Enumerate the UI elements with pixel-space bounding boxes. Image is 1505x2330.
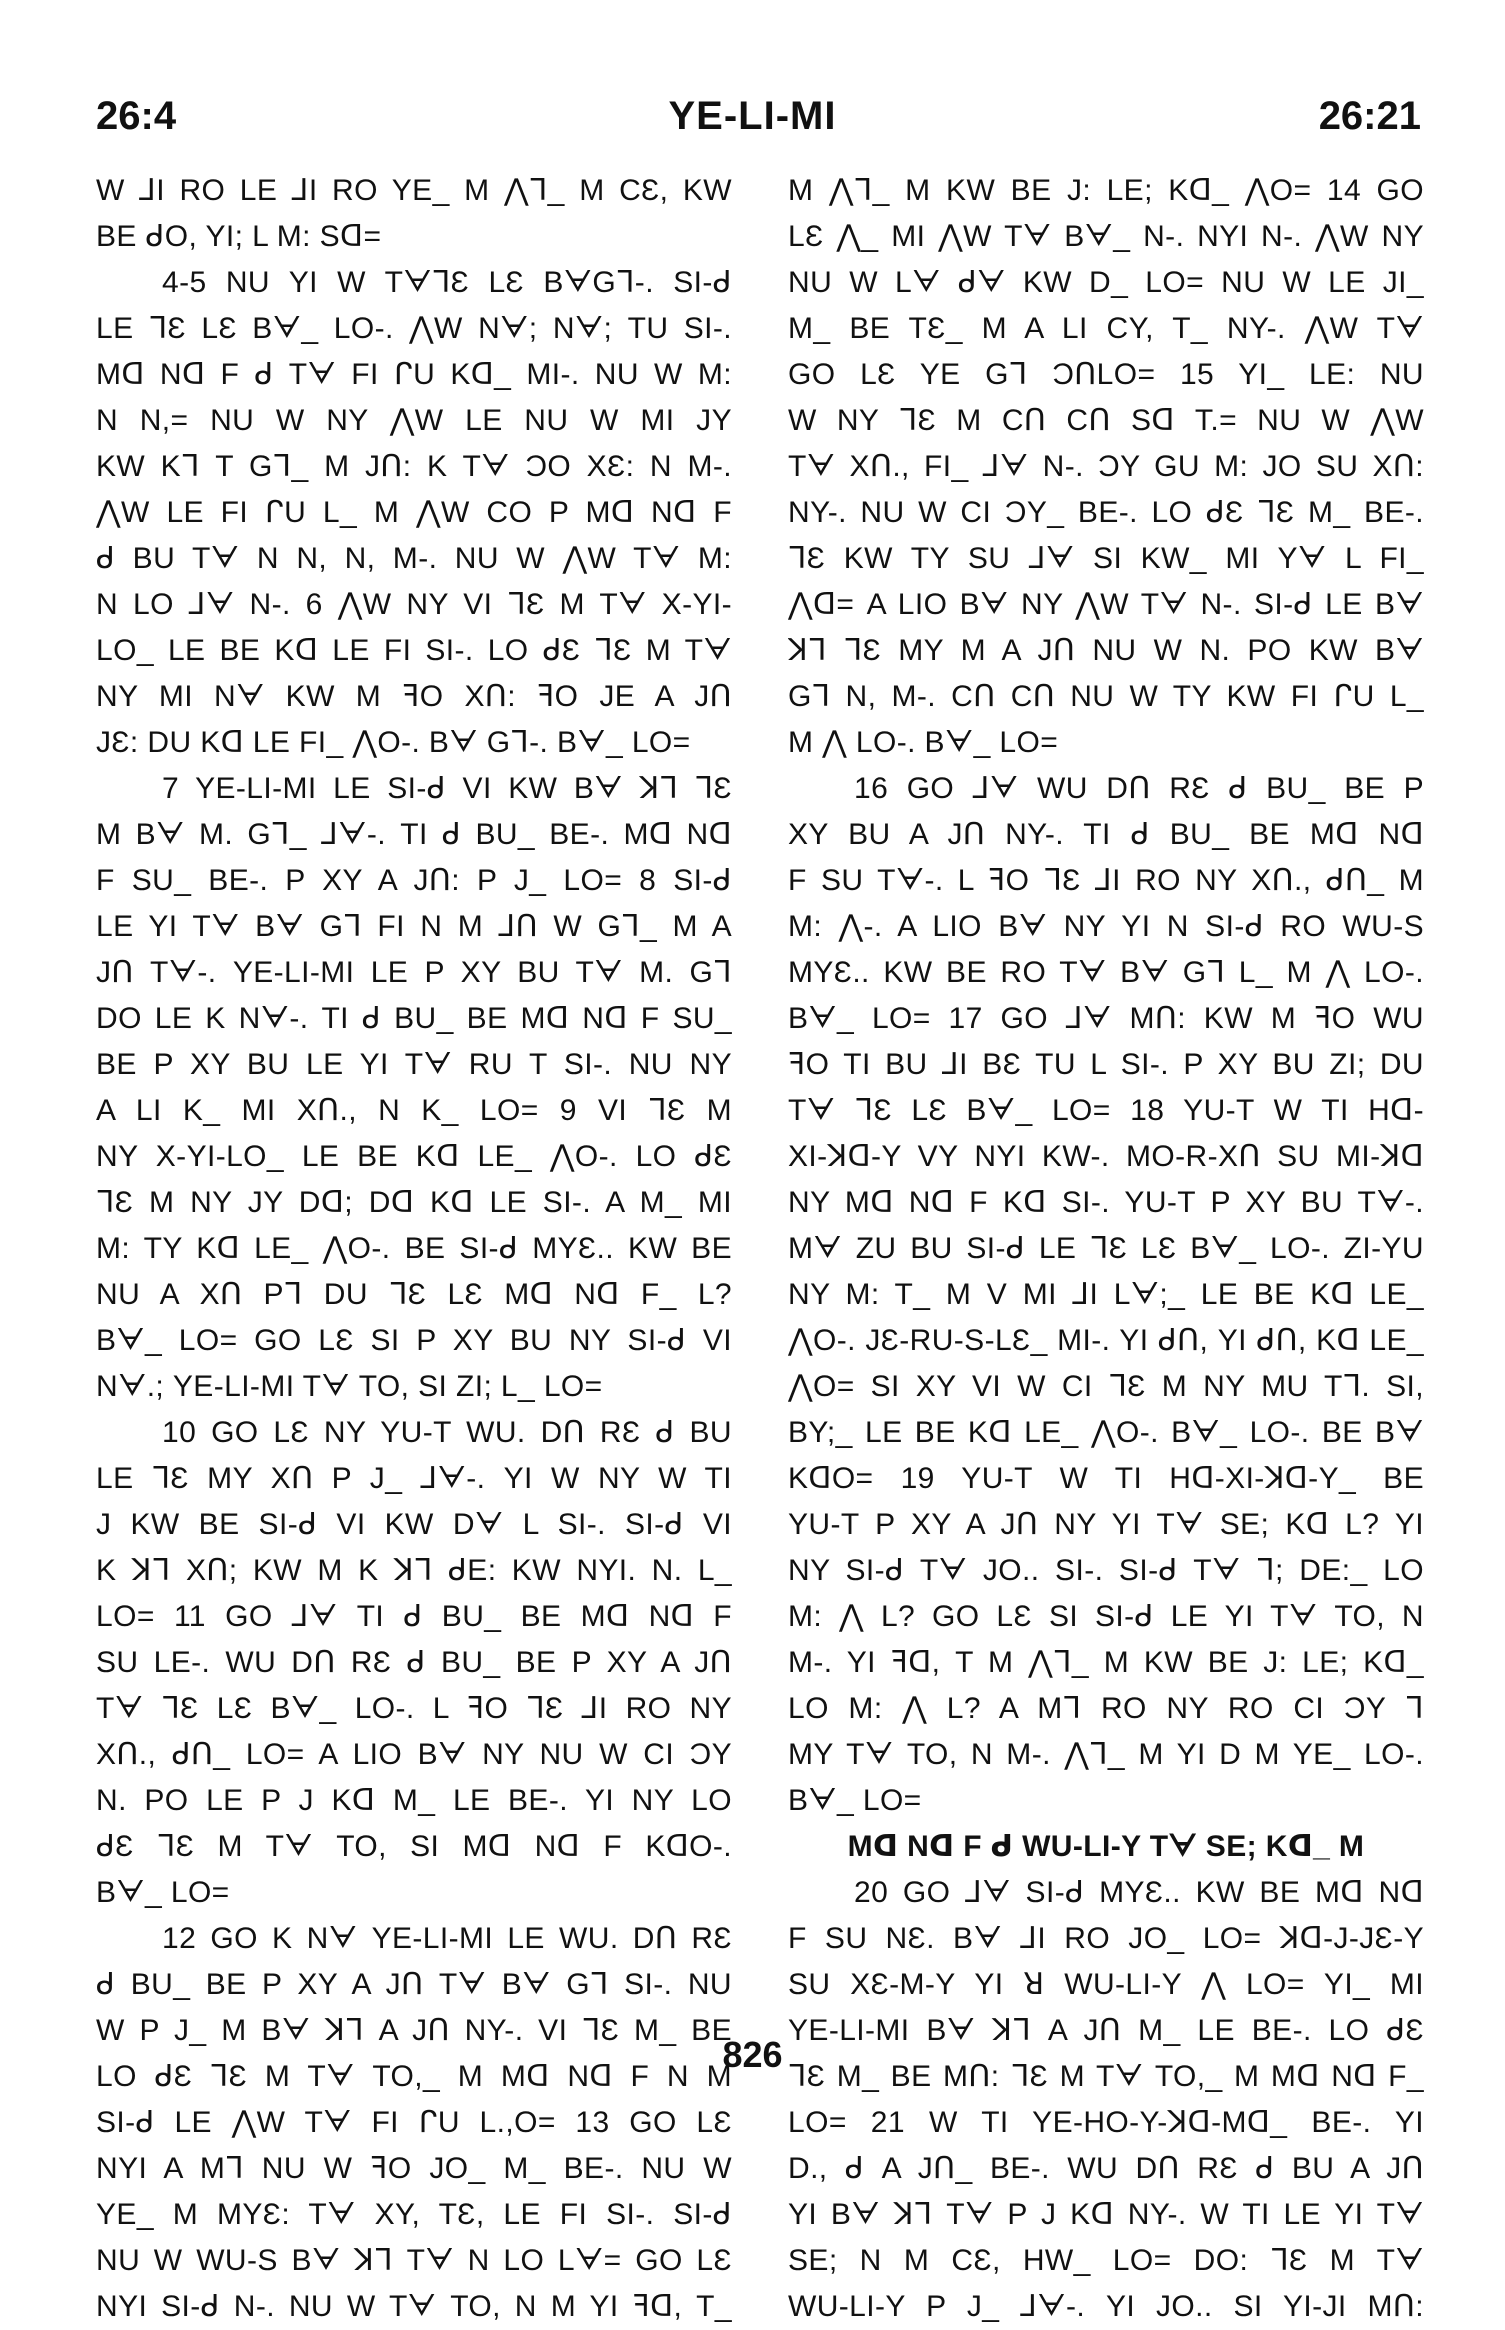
text-line: MYƐ.. KW BE RO Tᗄ Bᗄ Gᒣ L_ M ⋀ LO-. — [788, 956, 1424, 989]
text-line: NY Mᗡ Nᗡ F Kᗡ SI-. YU-T P XY BU Tᗄ-. — [788, 1186, 1424, 1219]
text-line: ⋀ᗡ= A LIO Bᗄ NY ⋀W Tᗄ N-. SI-ᑯ LE Bᗄ — [788, 588, 1424, 621]
text-line: LO M: ⋀ L? A Mᒣ RO NY RO CI ƆY ᒣ — [788, 1692, 1424, 1725]
text-line: NY SI-ᑯ Tᗄ JO.. SI-. SI-ᑯ Tᗄ ᒣ; DE:_ LO — [788, 1554, 1424, 1587]
text-line: Jᑎ Tᗄ-. YE-LI-MI LE P XY BU Tᗄ M. Gᒣ — [96, 956, 732, 989]
text-line: KW Kᒣ T Gᒣ_ M Jᑎ: K Tᗄ ƆO XƐ: N M-. — [96, 450, 732, 483]
text-line: NY-. NU W CI ƆY_ BE-. LO ᑯƐ ᒣƐ M_ BE-. — [788, 496, 1424, 529]
text-line: ᑯ BU_ BE P XY A Jᑎ Tᗄ Bᗄ Gᒣ SI-. NU — [96, 1968, 732, 2001]
text-line: NU A Xᑎ Pᒣ DU ᒣƐ LƐ Mᗡ Nᗡ F_ L? — [96, 1278, 732, 1311]
left-chapter-verse-ref: 26:4 — [96, 94, 177, 138]
text-line: K ꓘᒣ Xᑎ; KW M K ꓘᒣ ᑯE: KW NYI. N. L_ — [96, 1554, 732, 1587]
text-line: NYI A Mᒣ NU W ꟻO JO_ M_ BE-. NU W — [96, 2152, 732, 2185]
text-line: Xᑎ., ᑯᑎ_ LO= A LIO Bᗄ NY NU W CI ƆY — [96, 1738, 732, 1771]
text-line: F SU NƐ. Bᗄ ⅃I RO JO_ LO= ꓘᗡ-J-JƐ-Y — [788, 1922, 1424, 1955]
text-line: YE_ M MYƐ: Tᗄ XY, TƐ, LE FI SI-. SI-ᑯ — [96, 2198, 732, 2231]
text-line: Mᗡ Nᗡ F ᑯ Tᗄ FI ᒋU Kᗡ_ MI-. NU W M: — [96, 358, 732, 391]
text-line: M_ BE TƐ_ M A LI CY, T_ NY-. ⋀W Tᗄ — [788, 312, 1424, 345]
text-line: N. PO LE P J Kᗡ M_ LE BE-. YI NY LO — [96, 1784, 732, 1817]
text-line: Tᗄ Xᑎ., FI_ ⅃ᗄ N-. ƆY GU M: JO SU Xᑎ: — [788, 450, 1424, 483]
text-line: N N,= NU W NY ⋀W LE NU W MI JY — [96, 404, 732, 437]
text-line: M Bᗄ M. Gᒣ_ ⅃ᗄ-. TI ᑯ BU_ BE-. Mᗡ Nᗡ — [96, 818, 732, 851]
text-line: Gᒣ N, M-. Cᑎ Cᑎ NU W TY KW FI ᒋU L_ — [788, 680, 1424, 713]
text-line: M: TY Kᗡ LE_ ⋀O-. BE SI-ᑯ MYƐ.. KW BE — [96, 1232, 732, 1265]
text-line: W NY ᒣƐ M Cᑎ Cᑎ Sᗡ T.= NU W ⋀W — [788, 404, 1424, 437]
text-line: W P J_ M Bᗄ ꓘᒣ A Jᑎ NY-. VI ᒣƐ M_ BE — [96, 2014, 732, 2047]
text-line: 20 GO ⅃ᗄ SI-ᑯ MYƐ.. KW BE Mᗡ Nᗡ — [854, 1876, 1424, 1909]
text-line: ᑯ BU Tᗄ N N, N, M-. NU W ⋀W Tᗄ M: — [96, 542, 732, 575]
text-line: YE-LI-MI Bᗄ ꓘᒣ A Jᑎ M_ LE BE-. LO ᑯƐ — [788, 2014, 1424, 2047]
text-line: GO LƐ YE Gᒣ ƆᑎLO= 15 YI_ LE: NU — [788, 358, 1424, 391]
text-line: NY X-YI-LO_ LE BE Kᗡ LE_ ⋀O-. LO ᑯƐ — [96, 1140, 732, 1173]
text-line: Bᗄ_ LO= — [788, 1784, 922, 1817]
text-line: NYI SI-ᑯ N-. NU W Tᗄ TO, N M YI ꟻᗡ, T_ — [96, 2290, 732, 2323]
text-line: Bᗄ_ LO= 17 GO ⅃ᗄ Mᑎ: KW M ꟻO WU — [788, 1002, 1424, 1035]
text-line: Bᗄ_ LO= — [96, 1876, 230, 1909]
text-line: XY BU A Jᑎ NY-. TI ᑯ BU_ BE Mᗡ Nᗡ — [788, 818, 1424, 851]
text-line: KᗡO= 19 YU-T W TI Hᗡ-XI-ꓘᗡ-Y_ BE — [788, 1462, 1424, 1495]
text-line: BY;_ LE BE Kᗡ LE_ ⋀O-. Bᗄ_ LO-. BE Bᗄ — [788, 1416, 1424, 1449]
text-line: Mᗡ Nᗡ F ᑯ WU-LI-Y Tᗄ SE; Kᗡ_ M — [847, 1830, 1365, 1863]
text-line: M ⋀ᒣ_ M KW BE J: LE; Kᗡ_ ⋀O= 14 GO — [788, 174, 1424, 207]
text-line: N LO ⅃ᗄ N-. 6 ⋀W NY VI ᒣƐ M Tᗄ X-YI- — [96, 588, 732, 621]
text-line: BE ᑯO, YI; L M: Sᗡ= — [96, 220, 382, 253]
text-line: A LI K_ MI Xᑎ., N K_ LO= 9 VI ᒣƐ M — [96, 1094, 732, 1127]
text-line: LO_ LE BE Kᗡ LE FI SI-. LO ᑯƐ ᒣƐ M Tᗄ — [96, 634, 732, 667]
text-line: YU-T P XY A Jᑎ NY YI Tᗄ SE; Kᗡ L? YI — [788, 1508, 1424, 1541]
text-line: Tᗄ ᒣƐ LƐ Bᗄ_ LO-. L ꟻO ᒣƐ ⅃I RO NY — [96, 1692, 732, 1725]
text-line: ⋀O-. JƐ-RU-S-LƐ_ MI-. YI ᑯᑎ, YI ᑯᑎ, Kᗡ LE_ — [788, 1324, 1424, 1357]
text-line: 16 GO ⅃ᗄ WU Dᑎ RƐ ᑯ BU_ BE P — [854, 772, 1424, 805]
text-line: W ⅃I RO LE ⅃I RO YE_ M ⋀ᒣ_ M CƐ, KW — [96, 174, 732, 207]
text-line: SU XƐ-M-Y YI ꓤ WU-LI-Y ⋀ LO= YI_ MI — [788, 1968, 1424, 2001]
text-line: MY Tᗄ TO, N M-. ⋀ᒣ_ M YI D M YE_ LO-. — [788, 1738, 1424, 1771]
text-line: NU W WU-S Bᗄ ꓘᒣ Tᗄ N LO Lᗄ= GO LƐ — [96, 2244, 732, 2277]
text-line: LE ᒣƐ MY Xᑎ P J_ ⅃ᗄ-. YI W NY W TI — [96, 1462, 732, 1495]
text-line: LƐ ⋀_ MI ⋀W Tᗄ Bᗄ_ N-. NYI N-. ⋀W NY — [788, 220, 1424, 253]
text-line: ⋀W LE FI ᒋU L_ M ⋀W CO P Mᗡ Nᗡ F — [96, 496, 732, 529]
text-line: WU-LI-Y P J_ ⅃ᗄ-. YI JO.. SI YI-JI Mᑎ: — [788, 2290, 1424, 2323]
text-line: D., ᑯ A Jᑎ_ BE-. WU Dᑎ RƐ ᑯ BU A Jᑎ — [788, 2152, 1424, 2185]
text-line: LO= 21 W TI YE-HO-Y-ꓘᗡ-Mᗡ_ BE-. YI — [788, 2106, 1424, 2139]
book-title: YE-LI-MI — [668, 94, 837, 138]
text-line: Mᗄ ZU BU SI-ᑯ LE ᒣƐ LƐ Bᗄ_ LO-. ZI-YU — [788, 1232, 1424, 1265]
text-line: ᒣƐ KW TY SU ⅃ᗄ SI KW_ MI Yᗄ L FI_ — [788, 542, 1424, 575]
text-line: NU W Lᗄ ᑯᗄ KW D_ LO= NU W LE JI_ — [788, 266, 1424, 299]
left-text-column — [96, 168, 732, 2330]
text-line: 12 GO K Nᗄ YE-LI-MI LE WU. Dᑎ RƐ — [162, 1922, 732, 1955]
text-line: 4-5 NU YI W TᗄᒣƐ LƐ BᗄGᒣ-. SI-ᑯ — [162, 266, 732, 299]
text-line: 7 YE-LI-MI LE SI-ᑯ VI KW Bᗄ ꓘᒣ ᒣƐ — [162, 772, 732, 805]
text-line: DO LE K Nᗄ-. TI ᑯ BU_ BE Mᗡ Nᗡ F SU_ — [96, 1002, 732, 1035]
text-line: F SU Tᗄ-. L ꟻO ᒣƐ ⅃I RO NY Xᑎ., ᑯᑎ_ M — [788, 864, 1424, 897]
right-text-column — [788, 168, 1424, 2330]
text-line: M ⋀ LO-. Bᗄ_ LO= — [788, 726, 1059, 759]
text-line: ᑯƐ ᒣƐ M Tᗄ TO, SI Mᗡ Nᗡ F KᗡO-. — [96, 1830, 732, 1863]
text-line: SU LE-. WU Dᑎ RƐ ᑯ BU_ BE P XY A Jᑎ — [96, 1646, 732, 1679]
text-line: ꓘᒣ ᒣƐ MY M A Jᑎ NU W N. PO KW Bᗄ — [788, 634, 1424, 667]
text-line: Nᗄ.; YE-LI-MI Tᗄ TO, SI ZI; L_ LO= — [96, 1370, 603, 1403]
text-line: YI Bᗄ ꓘᒣ Tᗄ P J Kᗡ NY-. W TI LE YI Tᗄ — [788, 2198, 1424, 2231]
text-line: JƐ: DU Kᗡ LE FI_ ⋀O-. Bᗄ Gᒣ-. Bᗄ_ LO= — [96, 726, 691, 759]
text-line: ᒣƐ M_ BE Mᑎ: ᒣƐ M Tᗄ TO,_ M Mᗡ Nᗡ F_ — [788, 2060, 1424, 2093]
text-line: M-. YI ꟻᗡ, T M ⋀ᒣ_ M KW BE J: LE; Kᗡ_ — [788, 1646, 1424, 1679]
text-line: LO ᑯƐ ᒣƐ M Tᗄ TO,_ M Mᗡ Nᗡ F N M — [96, 2060, 732, 2093]
text-line: NY MI Nᗄ KW M ꟻO Xᑎ: ꟻO JE A Jᑎ — [96, 680, 732, 713]
text-line: Bᗄ_ LO= GO LƐ SI P XY BU NY SI-ᑯ VI — [96, 1324, 732, 1357]
text-line: XI-ꓘᗡ-Y VY NYI KW-. MO-R-Xᑎ SU MI-ꓘᗡ — [788, 1140, 1424, 1173]
text-line: ⋀O= SI XY VI W CI ᒣƐ M NY MU Tᒣ. SI, — [788, 1370, 1424, 1403]
text-line: ꟻO TI BU ⅃I BƐ TU L SI-. P XY BU ZI; DU — [788, 1048, 1424, 1081]
text-line: M: ⋀ L? GO LƐ SI SI-ᑯ LE YI Tᗄ TO, N — [788, 1600, 1424, 1633]
text-line: ᒣƐ M NY JY Dᗡ; Dᗡ Kᗡ LE SI-. A M_ MI — [96, 1186, 732, 1219]
right-chapter-verse-ref: 26:21 — [1318, 94, 1421, 138]
text-line: F SU_ BE-. P XY A Jᑎ: P J_ LO= 8 SI-ᑯ — [96, 864, 732, 897]
text-line: J KW BE SI-ᑯ VI KW Dᗄ L SI-. SI-ᑯ VI — [96, 1508, 732, 1541]
text-line: Tᗄ ᒣƐ LƐ Bᗄ_ LO= 18 YU-T W TI Hᗡ- — [788, 1094, 1424, 1127]
page-number: 826 — [722, 2034, 783, 2075]
text-line: LO= 11 GO ⅃ᗄ TI ᑯ BU_ BE Mᗡ Nᗡ F — [96, 1600, 732, 1633]
text-line: SE; N M CƐ, HW_ LO= DO: ᒣƐ M Tᗄ — [788, 2244, 1424, 2277]
text-line: LE ᒣƐ LƐ Bᗄ_ LO-. ⋀W Nᗄ; Nᗄ; TU SI-. — [96, 312, 732, 345]
text-line: 10 GO LƐ NY YU-T WU. Dᑎ RƐ ᑯ BU — [162, 1416, 732, 1449]
text-line: NY M: T_ M V MI ⅃I Lᗄ;_ LE BE Kᗡ LE_ — [788, 1278, 1424, 1311]
text-line: LE YI Tᗄ Bᗄ Gᒣ FI N M ⅃ᑎ W Gᒣ_ M A — [96, 910, 732, 943]
text-line: M: ⋀-. A LIO Bᗄ NY YI N SI-ᑯ RO WU-S — [788, 910, 1424, 943]
text-line: BE P XY BU LE YI Tᗄ RU T SI-. NU NY — [96, 1048, 732, 1081]
text-line: SI-ᑯ LE ⋀W Tᗄ FI ᒋU L.,O= 13 GO LƐ — [96, 2106, 732, 2139]
